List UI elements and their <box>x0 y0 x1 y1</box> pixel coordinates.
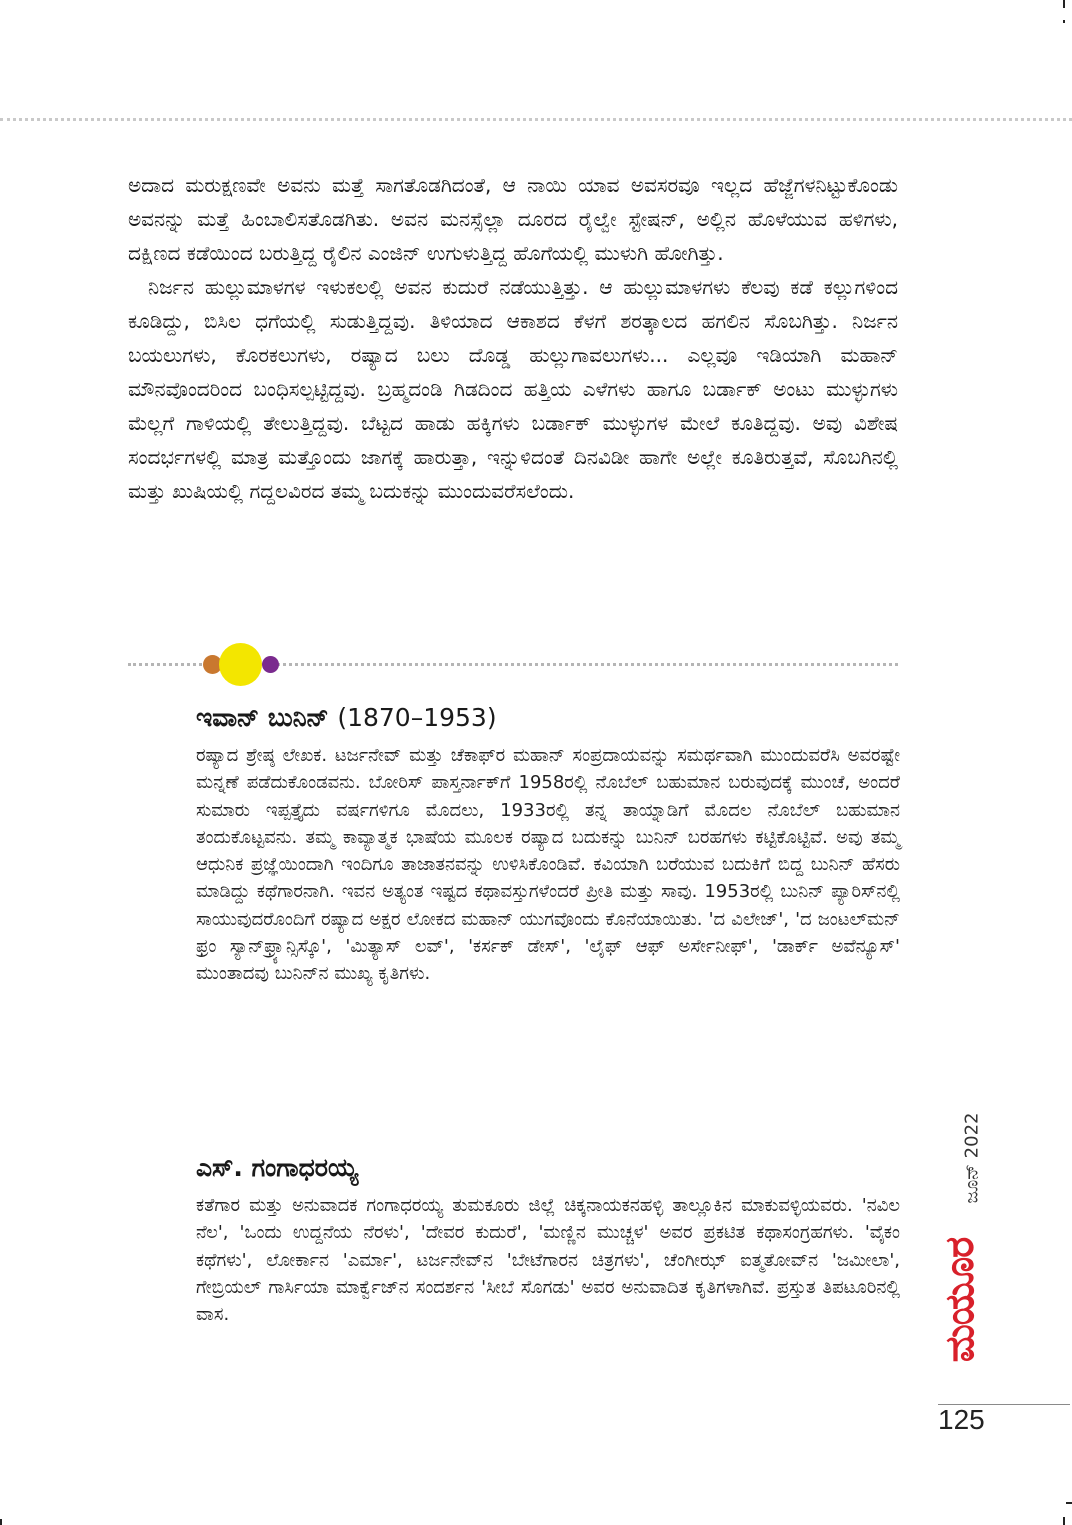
author-heading <box>196 700 900 736</box>
magazine-logo: ಮಯೂರ <box>937 1237 983 1363</box>
page-number: 125 <box>938 1404 985 1435</box>
story-text <box>128 168 898 508</box>
author-bio-text: ರಷ್ಯಾದ ಶ್ರೇಷ್ಠ ಲೇಖಕ. ಟರ್ಜನೇವ್ ಮತ್ತು ಚೆಕಾಫ್‌ರ ಮಹಾನ್ ಸಂಪ್ರದಾಯವನ್ನು ಸಮರ್ಥವಾಗಿ ಮುಂದುವರೆಸಿ ಅವರಷ್ಟೇ ಮನ್ನಣೆ ಪಡೆದುಕೊಂಡವನು. ಬೋರಿಸ್ ಪಾಸ್ತರ್ನಾಕ್‌ಗೆ 1958ರಲ್ಲಿ ನೊಬೆಲ್ ಬಹುಮಾನ ಬರುವುದಕ್ಕೆ ಮುಂಚೆ, ಅಂದರೆ ಸುಮಾರು ಇಪ್ಪತ್ತೈದು ವರ್ಷಗಳಿಗೂ ಮೊದಲು, 1933ರಲ್ಲಿ ತನ್ನ ತಾಯ್ನಾಡಿಗೆ ಮೊದಲ ನೊಬೆಲ್ ಬಹುಮಾನ ತಂದುಕೊಟ್ಟವನು. ತಮ್ಮ ಕಾವ್ಯಾತ್ಮಕ ಭಾಷೆಯ ಮೂಲಕ ರಷ್ಯಾದ ಬದುಕನ್ನು ಬುನಿನ್ ಬರಹಗಳು ಕಟ್ಟಿಕೊಟ್ಟಿವೆ. ಅವು ತಮ್ಮ ಆಧುನಿಕ ಪ್ರಜ್ಞೆಯಿಂದಾಗಿ ಇಂದಿಗೂ ತಾಜಾತನವನ್ನು ಉಳಿಸಿಕೊಂಡಿವೆ. ಕವಿಯಾಗಿ ಬರೆಯುವ ಬದುಕಿಗೆ ಬಿದ್ದ ಬುನಿನ್ ಹೆಸರು ಮಾಡಿದ್ದು ಕಥೆಗಾರನಾಗಿ. ಇವನ ಅತ್ಯಂತ ಇಷ್ಟದ ಕಥಾವಸ್ತುಗಳೆಂದರೆ ಪ್ರೀತಿ ಮತ್ತು ಸಾವು. 1953ರಲ್ಲಿ ಬುನಿನ್ ಪ್ಯಾರಿಸ್‌ನಲ್ಲಿ ಸಾಯುವುದರೊಂದಿಗೆ ರಷ್ಯಾದ ಅಕ್ಷರ ಲೋಕದ ಮಹಾನ್ ಯುಗವೊಂದು ಕೊನೆಯಾಯಿತು. 'ದ ವಿಲೇಜ್', 'ದ ಜಂಟಲ್‌ಮನ್ ಫ್ರಂ ಸ್ಯಾನ್‌ಫ್ರ್ಯಾನ್ಸಿಸ್ಕೊ', 'ಮಿತ್ಯಾಸ್ ಲವ್', 'ಕರ್ಸಕ್ ಡೇಸ್', 'ಲೈಫ್ ಆಫ್ ಅರ್ಸೇನೀಫ್', 'ಡಾರ್ಕ್ ಅವೆನ್ಯೂಸ್' ಮುಂತಾದವು ಬುನಿನ್‌ನ ಮುಖ್ಯ ಕೃತಿಗಳು. <box>196 745 900 985</box>
translator-bio-text: ಕತೆಗಾರ ಮತ್ತು ಅನುವಾದಕ ಗಂಗಾಧರಯ್ಯ ತುಮಕೂರು ಜಿಲ್ಲೆ ಚಿಕ್ಕನಾಯಕನಹಳ್ಳಿ ತಾಲ್ಲೂಕಿನ ಮಾಕುವಳ್ಳಿಯವರು. 'ನವಿಲ ನೆಲ', 'ಒಂದು ಉದ್ದನೆಯ ನೆರಳು', 'ದೇವರ ಕುದುರೆ', 'ಮಣ್ಣಿನ ಮುಚ್ಚಳ' ಅವರ ಪ್ರಕಟಿತ ಕಥಾಸಂಗ್ರಹಗಳು. 'ವೈಕಂ ಕಥೆಗಳು', ಲೋರ್ಕಾನ 'ಎರ್ಮಾ', ಟರ್ಜನೇವ್‌ನ 'ಬೇಟೆಗಾರನ ಚಿತ್ರಗಳು', ಚೆಂಗೀಝ್ ಐತ್ಮತೋವ್‌ನ 'ಜಮೀಲಾ', ಗೇಬ್ರಿಯಲ್ ಗಾರ್ಸಿಯಾ ಮಾರ್ಕ್ವೆಜ್‌ನ ಸಂದರ್ಶನ 'ಸೀಬೆ ಸೊಗಡು' ಅವರ ಅನುವಾದಿತ ಕೃತಿಗಳಾಗಿವೆ. ಪ್ರಸ್ತುತ ತಿಪಟೂರಿನಲ್ಲಿ ವಾಸ. <box>196 1195 900 1326</box>
story-paragraph: ನಿರ್ಜನ ಹುಲ್ಲುಮಾಳಗಳ ಇಳುಕಲಲ್ಲಿ ಅವನ ಕುದುರೆ ನಡೆಯುತ್ತಿತ್ತು. ಆ ಹುಲ್ಲುಮಾಳಗಳು ಕೆಲವು ಕಡೆ ಕಲ್ಲುಗಳಿಂದ ಕೂಡಿದ್ದು, ಬಿಸಿಲ ಧಗೆಯಲ್ಲಿ ಸುಡುತ್ತಿದ್ದವು. ತಿಳಿಯಾದ ಆಕಾಶದ ಕೆಳಗೆ ಶರತ್ಕಾಲದ ಹಗಲಿನ ಸೊಬಗಿತ್ತು. ನಿರ್ಜನ ಬಯಲುಗಳು, ಕೊರಕಲುಗಳು, ರಷ್ಯಾದ ಬಲು ದೊಡ್ಡ ಹುಲ್ಲುಗಾವಲುಗಳು... ಎಲ್ಲವೂ ಇಡಿಯಾಗಿ ಮಹಾನ್ ಮೌನವೊಂದರಿಂದ ಬಂಧಿಸಲ್ಪಟ್ಟಿದ್ದವು. ಬ್ರಹ್ಮದಂಡಿ ಗಿಡದಿಂದ ಹತ್ತಿಯ ಎಳೆಗಳು ಹಾಗೂ ಬರ್ಡಾಕ್ ಅಂಟು ಮುಳ್ಳುಗಳು ಮೆಲ್ಲಗೆ ಗಾಳಿಯಲ್ಲಿ ತೇಲುತ್ತಿದ್ದವು. ಬೆಟ್ಟದ ಹಾಡು ಹಕ್ಕಿಗಳು ಬರ್ಡಾಕ್ ಮುಳ್ಳುಗಳ ಮೇಲೆ ಕೂತಿದ್ದವು. ಅವು ವಿಶೇಷ ಸಂದರ್ಭಗಳಲ್ಲಿ ಮಾತ್ರ ಮತ್ತೊಂದು ಜಾಗಕ್ಕೆ ಹಾರುತ್ತಾ, ಇನ್ನುಳಿದಂತೆ ದಿನವಿಡೀ ಹಾಗೇ ಅಲ್ಲೇ ಕೂತಿರುತ್ತವೆ, ಸೊಬಗಿನಲ್ಲಿ ಮತ್ತು ಖುಷಿಯಲ್ಲಿ ಗದ್ದಲವಿರದ ತಮ್ಮ ಬದುಕನ್ನು ಮುಂದುವರೆಸಲೆಂದು. <box>128 275 898 503</box>
translator-name: ಎಸ್. ಗಂಗಾಧರಯ್ಯ <box>196 1153 359 1182</box>
author-years: (1870–1953) <box>337 703 497 732</box>
top-dotted-rule <box>0 118 1072 121</box>
decorative-dot-yellow <box>219 643 262 686</box>
decorative-dot-purple <box>262 656 279 673</box>
crop-mark <box>1063 1517 1065 1525</box>
translator-bio <box>196 1150 900 1328</box>
story-paragraph: ಅದಾದ ಮರುಕ್ಷಣವೇ ಅವನು ಮತ್ತೆ ಸಾಗತೊಡಗಿದಂತೆ, ಆ ನಾಯಿ ಯಾವ ಅವಸರವೂ ಇಲ್ಲದ ಹೆಜ್ಜೆಗಳನಿಟ್ಟುಕೊಂಡು ಅವನನ್ನು ಮತ್ತೆ ಹಿಂಬಾಲಿಸತೊಡಗಿತು. ಅವನ ಮನಸ್ಸೆಲ್ಲಾ ದೂರದ ರೈಲ್ವೇ ಸ್ಟೇಷನ್, ಅಲ್ಲಿನ ಹೊಳೆಯುವ ಹಳಿಗಳು, ದಕ್ಷಿಣದ ಕಡೆಯಿಂದ ಬರುತ್ತಿದ್ದ ರೈಲಿನ ಎಂಜಿನ್ ಉಗುಳುತ್ತಿದ್ದ ಹೊಗೆಯಲ್ಲಿ ಮುಳುಗಿ ಹೋಗಿತ್ತು. <box>128 173 898 265</box>
crop-mark <box>1063 20 1065 23</box>
author-bio <box>196 700 900 988</box>
author-name: ಇವಾನ್ ಬುನಿನ್ <box>196 703 329 732</box>
crop-mark <box>0 1519 2 1525</box>
issue-date: ಜೂನ್ 2022 <box>961 1112 983 1204</box>
crop-mark <box>1063 0 1065 8</box>
crop-mark <box>1066 1502 1072 1504</box>
